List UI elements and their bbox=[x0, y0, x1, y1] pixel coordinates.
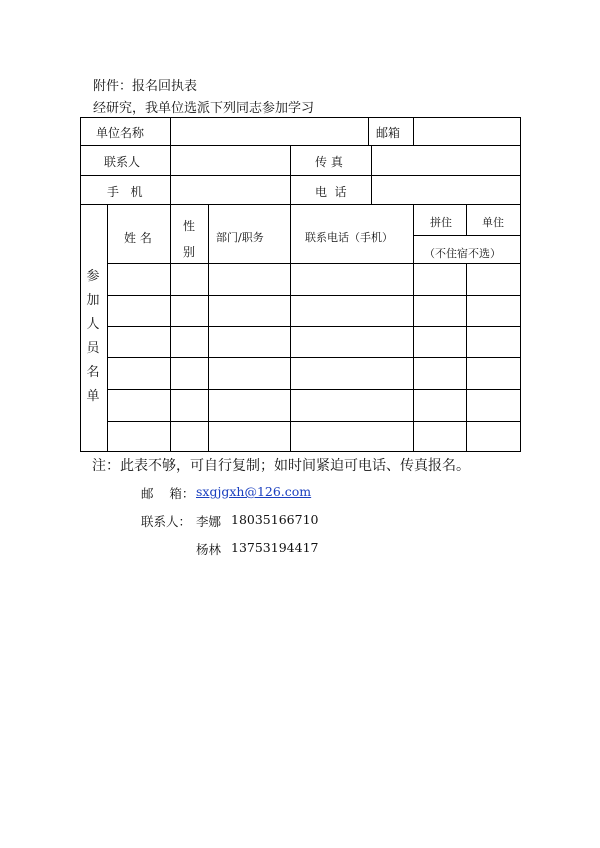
col-single-room-header: 单住 bbox=[482, 216, 504, 229]
contact-person-field[interactable] bbox=[171, 146, 290, 175]
fax-field[interactable] bbox=[372, 146, 520, 175]
contact-person-label: 联系人 bbox=[104, 155, 141, 169]
table-line bbox=[368, 117, 369, 146]
contact-label: 联系人： bbox=[141, 514, 192, 529]
table-line bbox=[290, 145, 291, 205]
table-line bbox=[413, 235, 521, 236]
col-name-header: 姓 名 bbox=[124, 231, 152, 245]
footer-note: 注：此表不够，可自行复制；如时间紧迫可电话、传真报名。 bbox=[92, 458, 470, 474]
contact1-phone: 18035166710 bbox=[231, 512, 319, 527]
phone-label: 电 话 bbox=[315, 185, 347, 199]
contact2-name: 杨林 bbox=[196, 542, 222, 557]
table-line bbox=[466, 263, 467, 452]
col-no-stay-note: （不住宿不选） bbox=[424, 247, 501, 260]
table-border-left bbox=[80, 117, 81, 452]
attendees-section-label: 参加人员名单 bbox=[86, 269, 100, 404]
col-shared-room-header: 拼住 bbox=[430, 216, 452, 229]
col-dept-header: 部门/职务 bbox=[216, 231, 264, 244]
email-link[interactable]: sxgjgxh@126.com bbox=[196, 484, 312, 499]
table-line bbox=[208, 204, 209, 452]
unit-name-field[interactable] bbox=[171, 118, 368, 145]
page-title: 附件：报名回执表 bbox=[93, 79, 198, 94]
table-line bbox=[290, 204, 291, 452]
table-line bbox=[170, 204, 171, 452]
fax-label: 传 真 bbox=[315, 155, 343, 169]
table-line bbox=[413, 204, 414, 452]
phone-field[interactable] bbox=[372, 176, 520, 204]
mailbox-label: 邮箱 bbox=[376, 126, 401, 140]
mobile-field[interactable] bbox=[171, 176, 290, 204]
contact2-phone: 13753194417 bbox=[231, 540, 319, 555]
table-line bbox=[107, 204, 108, 452]
col-phone-header: 联系电话（手机） bbox=[305, 231, 393, 244]
table-line bbox=[80, 204, 521, 205]
contact1-name: 李娜 bbox=[196, 514, 222, 529]
table-border-bottom bbox=[80, 451, 521, 452]
col-gender-header: 性别 bbox=[183, 219, 196, 259]
email-label: 邮 箱： bbox=[141, 486, 195, 501]
mailbox-field[interactable] bbox=[414, 118, 520, 145]
mobile-label: 手 机 bbox=[107, 185, 143, 199]
unit-name-label: 单位名称 bbox=[96, 126, 145, 140]
table-line bbox=[466, 204, 467, 236]
intro-text: 经研究，我单位选派下列同志参加学习 bbox=[93, 101, 315, 116]
table-border-right bbox=[520, 117, 521, 452]
